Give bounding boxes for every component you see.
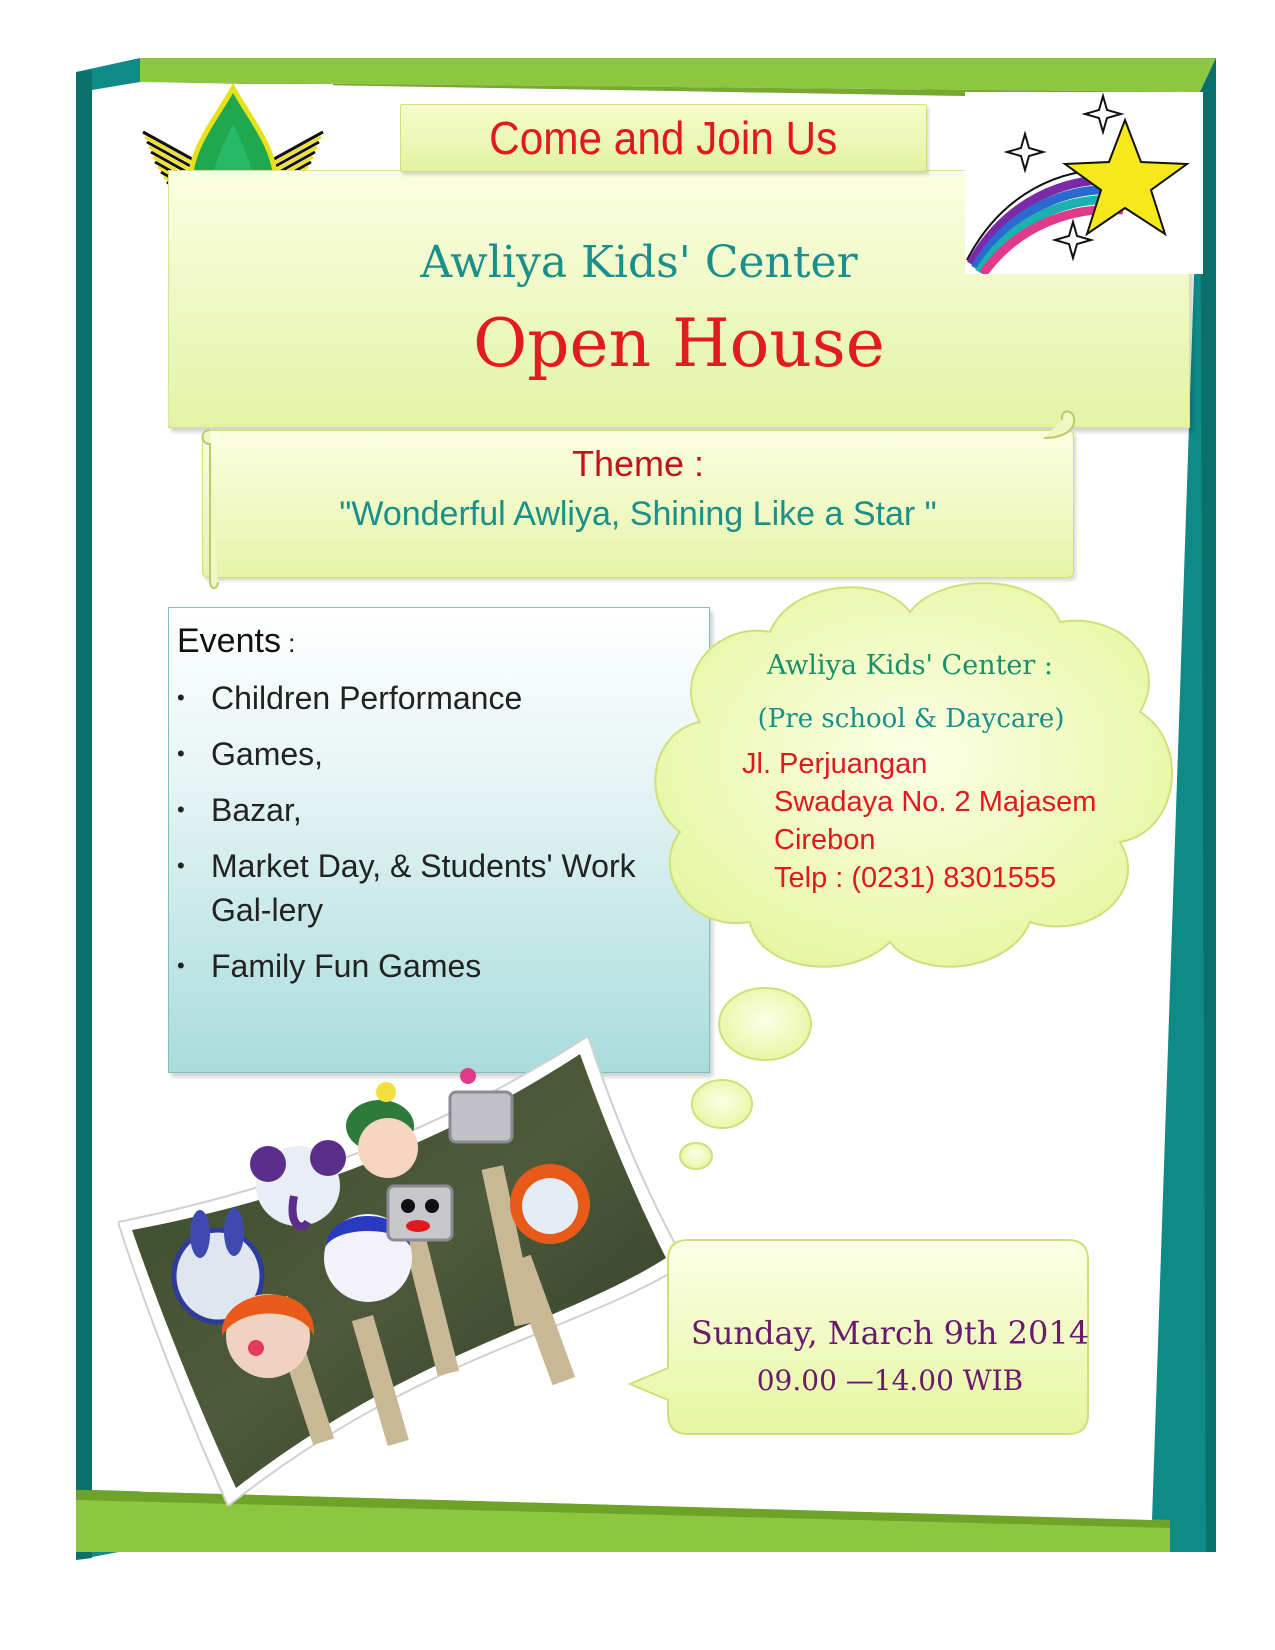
address-line-3: Cirebon [774, 824, 876, 856]
theme-scroll [202, 430, 1074, 578]
scroll-curl-right [1040, 404, 1080, 444]
event-item: • Family Fun Games [211, 944, 681, 988]
scroll-curl-left [196, 424, 226, 592]
theme-value: "Wonderful Awliya, Shining Like a Star " [339, 495, 937, 533]
students-crafts-photo [118, 1036, 688, 1506]
address-line-2: Swadaya No. 2 Majasem [774, 786, 1097, 818]
event-title: Open House [473, 305, 885, 382]
events-heading [177, 622, 295, 661]
contact-name: Awliya Kids' Center : [767, 650, 1053, 681]
tagline: Come and Join Us [489, 112, 838, 164]
star-illustration-box [965, 92, 1203, 274]
events-heading-text: Events [177, 622, 281, 660]
event-item: • Children Performance [211, 676, 681, 720]
event-item: • Bazar, [211, 788, 681, 832]
contact-type: (Pre school & Daycare) [757, 704, 1065, 734]
event-time: 09.00 —14.00 WIB [756, 1364, 1024, 1397]
events-box [168, 607, 710, 1073]
event-item: • Market Day, & Students' Work Gal-lery [211, 844, 651, 932]
event-item: • Games, [211, 732, 681, 776]
school-name: Awliya Kids' Center [420, 237, 858, 288]
phone-number: Telp : (0231) 8301555 [774, 862, 1057, 894]
events-heading-colon: : [280, 628, 296, 658]
event-date: Sunday, March 9th 2014 [690, 1314, 1090, 1352]
tagline-banner [400, 104, 927, 172]
theme-label: Theme : [571, 443, 705, 484]
address-line-1: Jl. Perjuangan [742, 748, 928, 780]
shooting-star-icon [965, 92, 1203, 274]
